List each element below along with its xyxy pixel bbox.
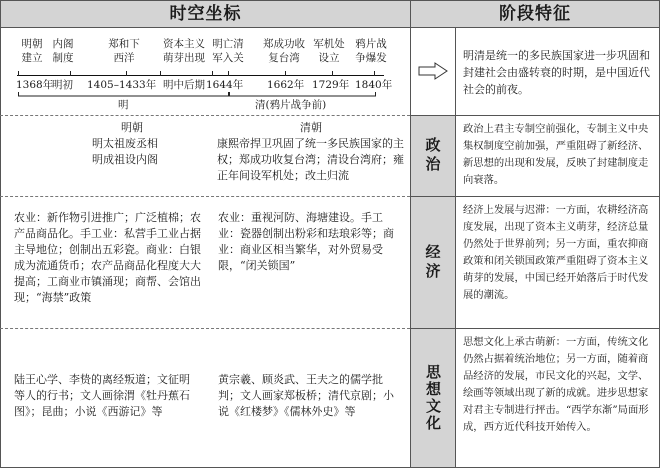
side-label-economy: 经济 [423,243,442,282]
row-separator [0,115,410,116]
dynasty-qing: 清(鸦片战争前) [255,99,327,111]
arrow-right-icon [418,62,448,80]
side-label-politics: 政治 [423,137,442,175]
politics-ming-block [60,120,190,168]
timeline-event: 内阁制度 [52,38,74,64]
timeline-tick: 1644年 [206,79,244,91]
economy-ming-text: 农业：新作物引进推广；广泛植棉；农产品商品化。手工业：私营手工业占据主导地位；创制出五彩瓷。商业：白银成为流通货币；农产品商品化程度大大提高；工商业市镇涌现；商帮、会馆出现；“海禁”政策 [14,211,201,304]
row-separator [0,196,410,197]
header-left-cell [1,1,410,27]
feature-culture: 思想文化上承古萌新：一方面，传统文化仍然占据着统治地位；另一方面，随着商品经济的发展，市民文化的兴起，文学、绘画等领域出现了新的成就。进步思想家对君主专制进行抨击。“西学东渐”局面形成，西方近代科技开始传入。 [463,336,649,433]
timeline-tick: 1662年 [267,79,305,91]
timeline-tick: 1840年 [355,79,393,91]
feature-economy: 经济上发展与迟滞：一方面，农耕经济高度发展，出现了资本主义萌芽，经济总量仍然处于世界前列；另一方面，重农抑商政策和闭关锁国政策严重阻碍了资本主义萌芽的发展，中国已经开始落后于时代发展的潮流。 [463,204,649,301]
row-separator [0,328,410,329]
timeline-event: 郑成功收复台湾 [263,38,305,64]
feature-overview: 明清是统一的多民族国家进一步巩固和封建社会由盛转衰的时期，是中国近代社会的前夜。 [463,49,650,96]
header-left-title: 时空坐标 [169,4,242,24]
divider-side [455,27,456,468]
timeline-axis [17,75,384,76]
dynasty-ming: 明 [118,99,129,111]
economy-qing-text: 农业：重视河防、海塘建设。手工业：瓷器创制出粉彩和珐琅彩等；商业：商业区相当繁华，对外贸易受限，“闭关锁国” [218,211,394,272]
politics-qing-block [217,120,405,184]
feature-politics: 政治上君主专制空前强化，专制主义中央集权制度空前加强，严重阻碍了新经济、新思想的出现和发展，反映了封建制度走向衰落。 [463,123,649,186]
politics-qing-title: 清朝 [300,121,322,134]
timeline-event: 明朝建立 [21,38,43,64]
timeline-event: 郑和下西洋 [108,38,140,64]
timeline-tick: 1729年 [312,79,350,91]
politics-ming-line: 明太祖废丞相 [92,137,158,150]
timeline-tick: 1405–1433年 [87,79,157,91]
header-right-cell [411,1,659,27]
politics-qing-text: 康熙帝捍卫巩固了统一多民族国家的主权；郑成功收复台湾；清设台湾府；雍正年间设军机处；改土归流 [217,137,404,182]
side-cell-economy [411,197,455,328]
timeline-event: 资本主义萌芽出现 [163,38,205,64]
timeline-event: 军机处设立 [313,38,345,64]
header-right-title: 阶段特征 [499,4,571,24]
side-label-culture: 思想文化 [424,364,442,432]
politics-ming-line: 明成祖设内阁 [92,153,158,166]
side-cell-politics [411,116,455,196]
timeline-event: 明亡清军入关 [212,38,244,64]
timeline-tick: 明初 [52,79,73,91]
politics-ming-title: 明朝 [121,121,143,134]
culture-qing-text: 黄宗羲、顾炎武、王夫之的儒学批判；文人画家郑板桥；清代京剧；小说《红楼梦》《儒林外史》等 [218,373,394,418]
timeline-tick: 明中后期 [163,79,205,91]
timeline-event: 鸦片战争爆发 [355,38,387,64]
side-cell-culture [411,329,455,467]
timeline-tick: 1368年 [16,79,54,91]
culture-ming-text: 陆王心学、李贽的离经叛道；文征明等人的行书；文人画徐渭《牡丹蕉石图》；昆曲；小说《西游记》等 [14,373,190,418]
